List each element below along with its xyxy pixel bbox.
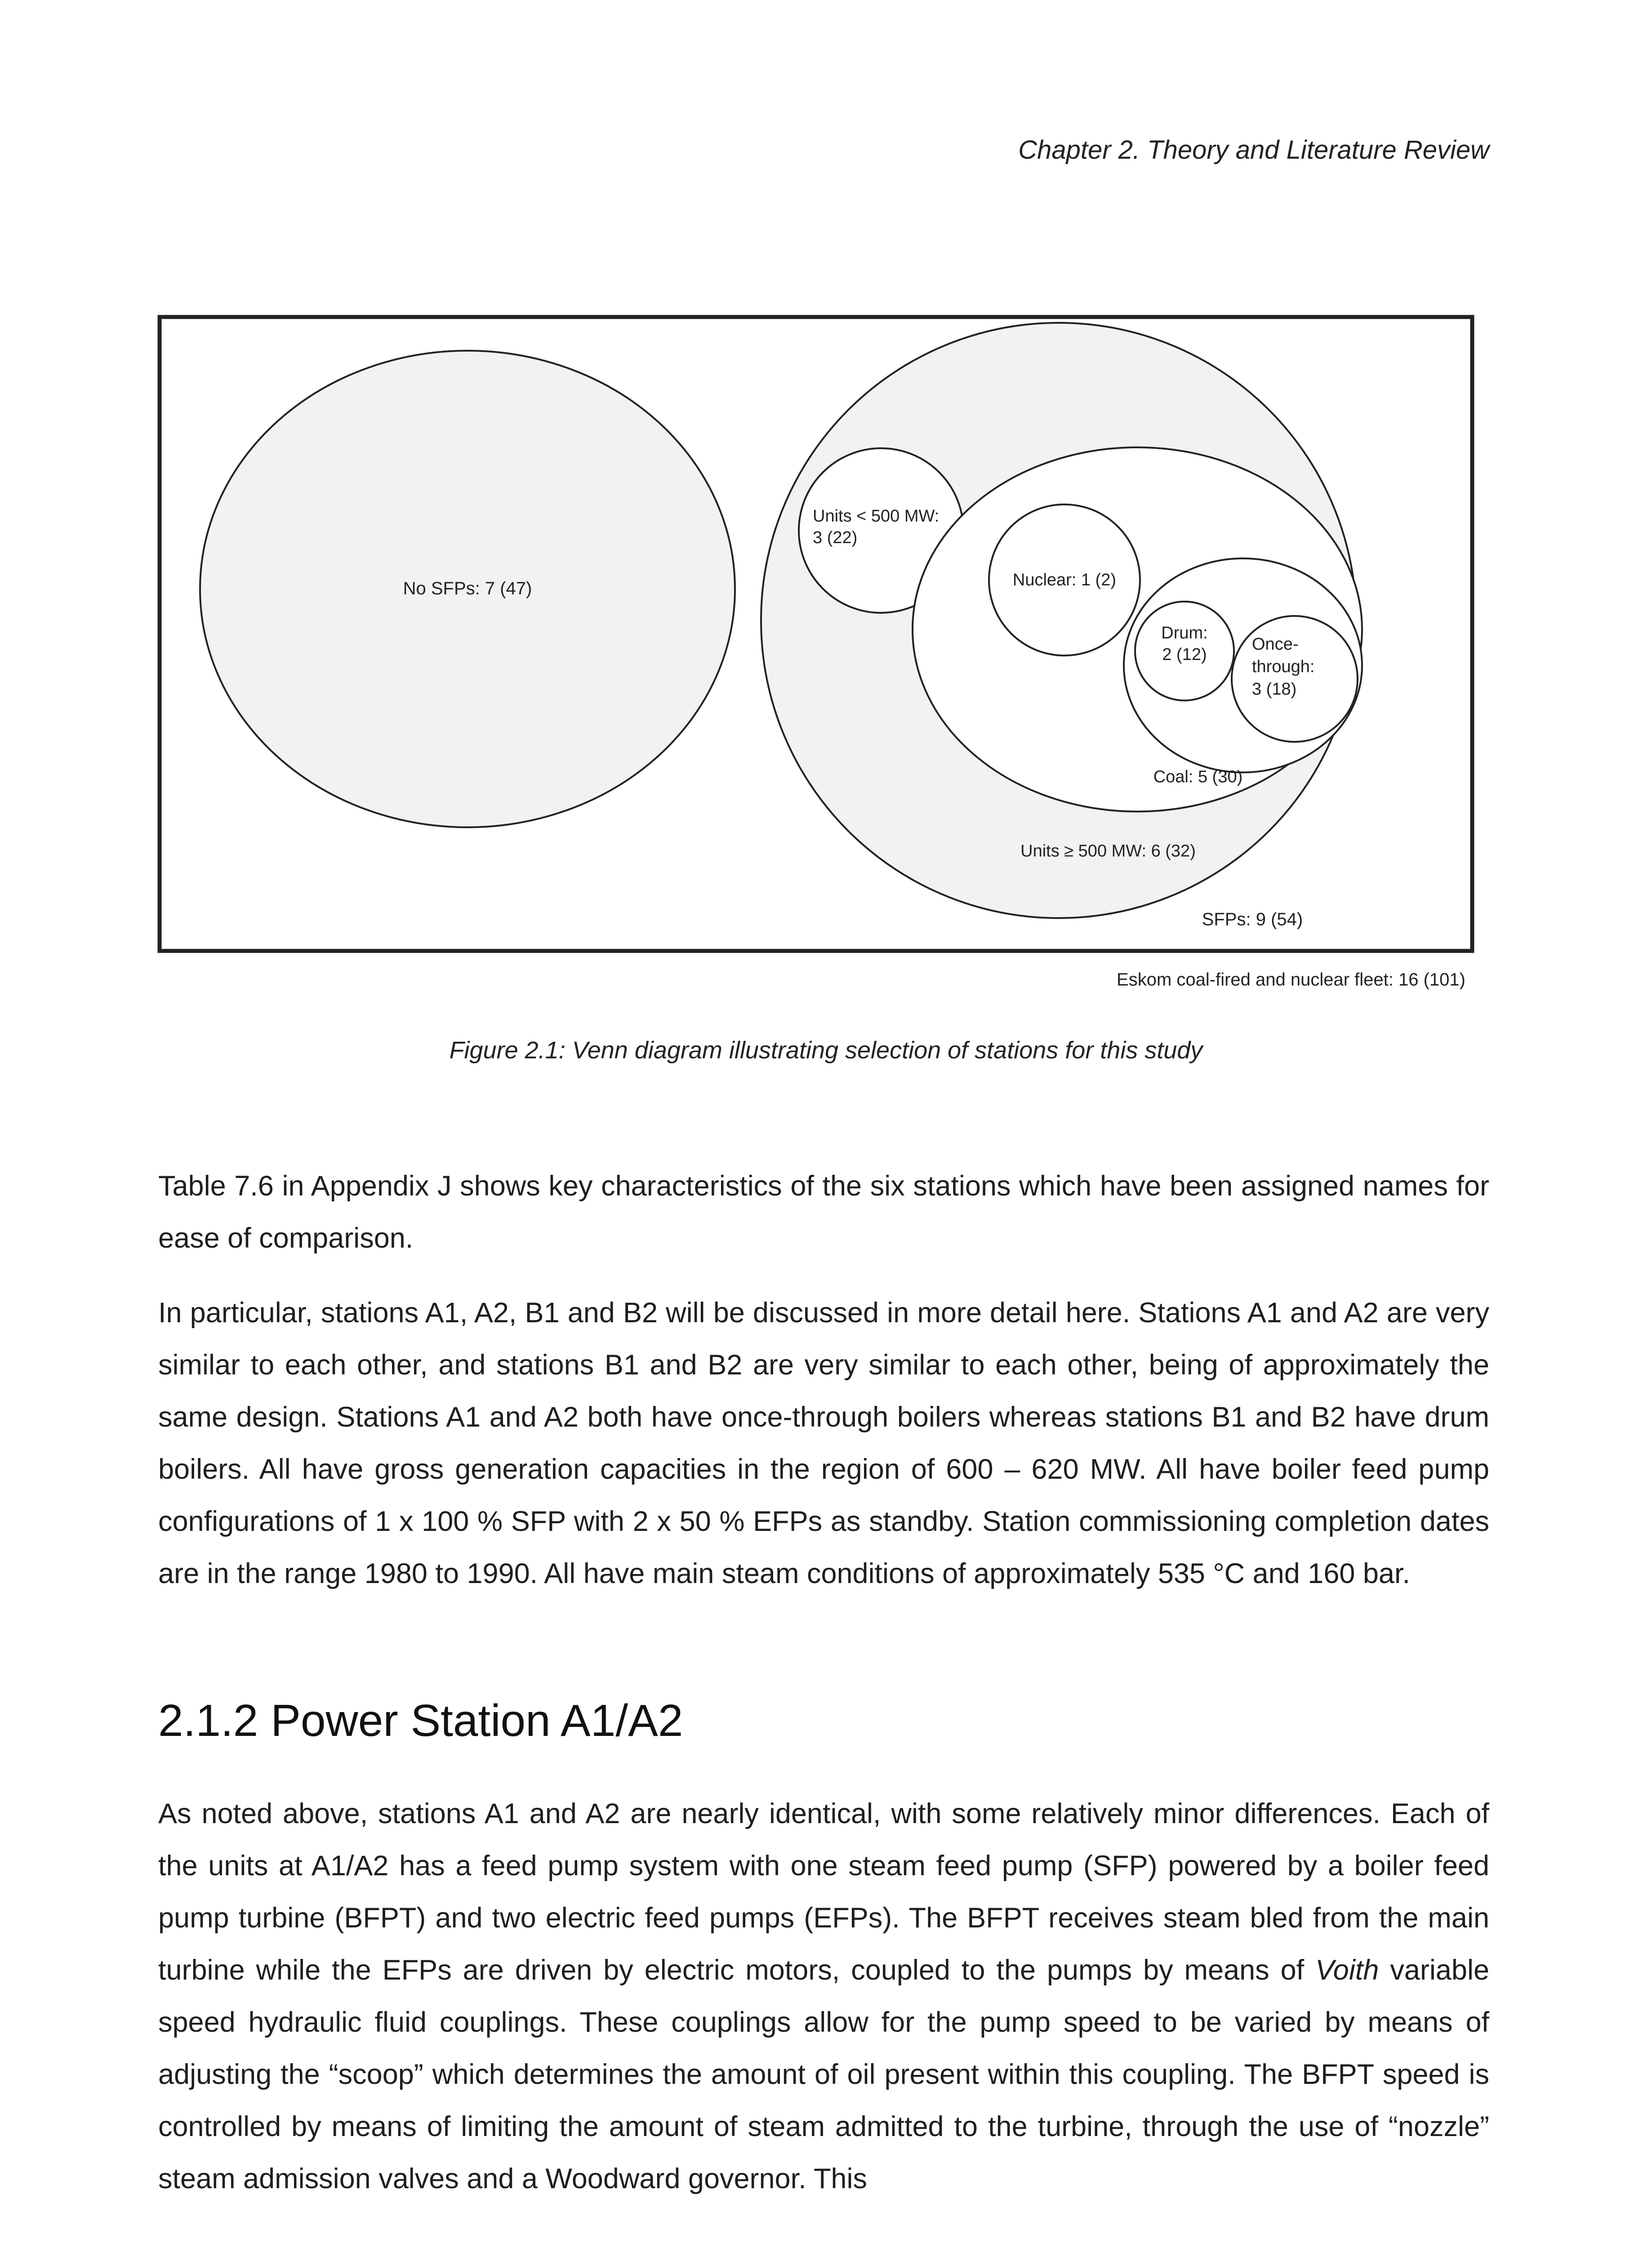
units-lt-500-label-line1: Units < 500 MW:	[813, 507, 940, 526]
para3-text-a: As noted above, stations A1 and A2 are nearly identical, with some relatively minor differences. Each of the units at A1/A2 has a feed pump system with one steam feed pump (SFP) powered by a boiler feed pump turbine (BFPT) and two electric feed pumps (EFPs). The BFPT receives steam bled from the main turbine while the EFPs are driven by electric motors, coupled to the pumps by means of	[158, 1798, 1489, 1986]
section-heading	[158, 1695, 683, 1747]
once-through-label-line3: 3 (18)	[1252, 680, 1297, 699]
body-paragraph-2: In particular, stations A1, A2, B1 and B2 will be discussed in more detail here. Stations A1 and A2 are very similar to each other, and stations B1 and B2 are very similar to each other, being of approximately the same design. Stations A1 and A2 both have once-through boilers whereas stations B1 and B2 have drum boilers. All have gross generation capacities in the region of 600 – 620 MW. All have boiler feed pump configurations of 1 x 100 % SFP with 2 x 50 % EFPs as standby. Station commissioning completion dates are in the range 1980 to 1990. All have main steam conditions of approximately 535 °C and 160 bar.	[158, 1297, 1489, 1589]
sfps-label: SFPs: 9 (54)	[1202, 910, 1303, 929]
body-paragraph-3	[158, 1788, 1489, 2205]
nuclear-label: Nuclear: 1 (2)	[1012, 571, 1117, 589]
units-lt-500-label-line2: 3 (22)	[813, 528, 858, 547]
figure-caption: Figure 2.1: Venn diagram illustrating selection of stations for this study	[449, 1037, 1203, 1064]
once-through-label-line1: Once-	[1252, 635, 1299, 654]
section-title: Power Station A1/A2	[271, 1695, 683, 1746]
drum-label-line2: 2 (12)	[1162, 645, 1207, 664]
drum-label-line1: Drum:	[1161, 624, 1208, 642]
fleet-label: Eskom coal-fired and nuclear fleet: 16 (101)	[1117, 970, 1465, 990]
once-through-label-line2: through:	[1252, 657, 1315, 676]
running-header: Chapter 2. Theory and Literature Review	[1018, 135, 1489, 165]
voith-emphasis: Voith	[1315, 1954, 1379, 1986]
coal-label: Coal: 5 (30)	[1153, 767, 1243, 786]
section-number: 2.1.2	[158, 1695, 258, 1746]
units-ge-500-label: Units ≥ 500 MW: 6 (32)	[1020, 842, 1196, 861]
venn-diagram	[0, 0, 1652, 1016]
body-paragraph-1: Table 7.6 in Appendix J shows key characteristics of the six stations which have been assigned names for ease of comparison.	[158, 1170, 1489, 1254]
no-sfps-label: No SFPs: 7 (47)	[403, 579, 532, 598]
para3-text-b: variable speed hydraulic fluid couplings. These couplings allow for the pump speed to be varied by means of adjusting the “scoop” which determines the amount of oil present within this coupling. The BFPT speed is controlled by means of limiting the amount of steam admitted to the turbine, through the use of “nozzle” steam admission valves and a Woodward governor. This	[158, 1954, 1489, 2194]
